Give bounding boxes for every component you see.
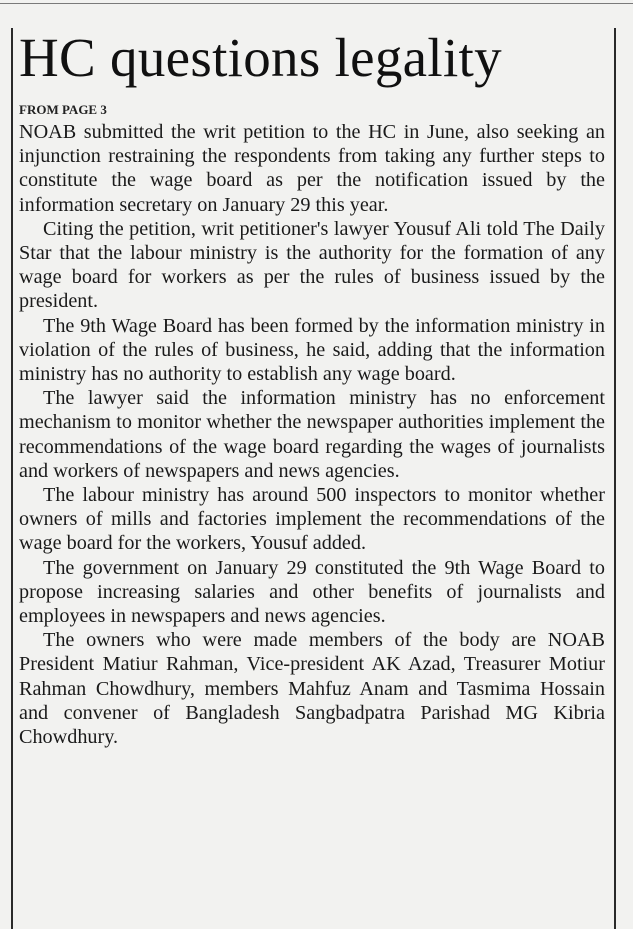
paragraph: The 9th Wage Board has been formed by the information ministry in violation of the rules of business, he said, adding that the information ministry has no authority to establish any wage board. bbox=[19, 314, 605, 386]
article bbox=[19, 16, 605, 749]
paragraph: The labour ministry has around 500 inspectors to monitor whether owners of mills and factories implement the recommendations of the wage board for the workers, Yousuf added. bbox=[19, 484, 605, 555]
headline: HC questions legality bbox=[19, 27, 502, 88]
article-body bbox=[19, 120, 605, 749]
paragraph: The lawyer said the information ministry has no enforcement mechanism to monitor whether the newspaper authorities implement the recommendations of the wage board regarding the wages of journalists and workers of newspapers and news agencies. bbox=[19, 387, 605, 482]
right-column-rule bbox=[614, 28, 616, 929]
paragraph: NOAB submitted the writ petition to the HC in June, also seeking an injunction restraining the respondents from taking any further steps to constitute the wage board as per the notification issued by the information secretary on January 29 this year. bbox=[19, 121, 605, 216]
jump-line: FROM PAGE 3 bbox=[19, 102, 107, 117]
paragraph: Citing the petition, writ petitioner's lawyer Yousuf Ali told The Daily Star that the labour ministry is the authority for the formation of any wage board for workers as per the rules of business issued by the president. bbox=[19, 217, 605, 313]
paragraph: The owners who were made members of the body are NOAB President Matiur Rahman, Vice-president AK Azad, Treasurer Motiur Rahman Chowdhury, members Mahfuz Anam and Tasmima Hossain and convener of Bangladesh Sangbadpatra Parishad MG Kibria Chowdhury. bbox=[19, 629, 605, 749]
left-column-rule bbox=[11, 28, 13, 929]
top-rule bbox=[0, 3, 633, 4]
paragraph: The government on January 29 constituted the 9th Wage Board to propose increasing salaries and other benefits of journalists and employees in newspapers and news agencies. bbox=[19, 556, 605, 628]
